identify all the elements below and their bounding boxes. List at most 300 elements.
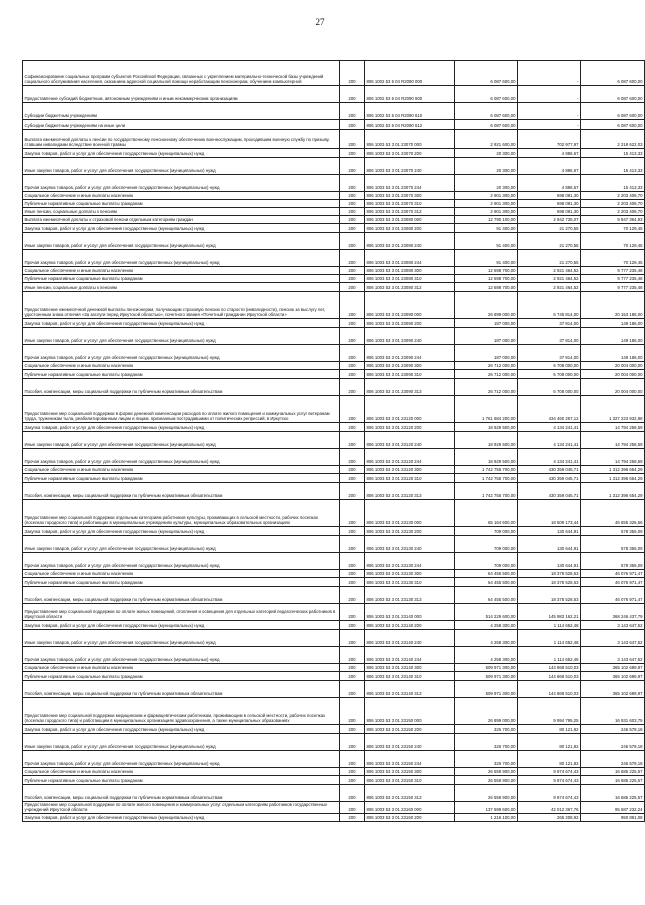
row-executed-amount: 702 977,97: [518, 130, 581, 149]
row-line-code: 200: [340, 621, 365, 630]
row-description: Закупка товаров, работ и услуг для обеспечения государственных (муниципальных) нужд: [23, 319, 340, 328]
table-row: [23, 362, 645, 370]
row-description: Закупка товаров, работ и услуг для обеспечения государственных (муниципальных) нужд: [23, 527, 340, 536]
row-budget-classification-code: 806 1003 53 3 01 23130 313: [365, 587, 455, 604]
row-budget-classification-code: 806 1003 53 3 01 23120 310: [365, 474, 455, 483]
row-description: Публичные нормативные социальные выплаты гражданам: [23, 370, 340, 379]
row-unexecuted-amount: 3 143 647,52: [581, 647, 645, 664]
row-approved-amount: 12 698 700,00: [455, 275, 518, 283]
row-approved-amount: 4 258 300,00: [455, 647, 518, 664]
row-executed-amount: 6 708 000,00: [518, 362, 581, 370]
row-unexecuted-amount: 2 203 408,70: [581, 200, 645, 208]
row-description: Иные закупки товаров, работ и услуг для обеспечения государственных (муниципальных) нужд: [23, 328, 340, 345]
row-approved-amount: 187 000,00: [455, 345, 518, 362]
row-unexecuted-amount: 20 004 000,00: [581, 379, 645, 396]
row-approved-amount: 509 971 300,00: [455, 681, 518, 698]
row-approved-amount: 18 929 500,00: [455, 423, 518, 432]
row-budget-classification-code: 806 1003 53 3 01 23130 240: [365, 536, 455, 553]
row-line-code: 200: [340, 233, 365, 250]
row-description: Прочая закупка товаров, работ и услуг для обеспечения государственных (муниципальных) нужд: [23, 345, 340, 362]
table-row: [23, 192, 645, 200]
row-unexecuted-amount: 20 004 000,00: [581, 362, 645, 370]
row-description: Пособия, компенсации, меры социальной поддержки по публичным нормативным обязательствам: [23, 379, 340, 396]
row-description: Предоставление мер социальной поддержки в форме денежной компенсации расходов по оплате жилого помещения и коммунальных услуг ветеранам труда, труженикам тыла, реабилитированным лицам и лицам, признанным пострадавшими от политических репрессий, в Иркутско: [23, 396, 340, 423]
row-description: Субсидии бюджетным учреждениям: [23, 103, 340, 120]
row-executed-amount: 9 874 674,43: [518, 785, 581, 802]
row-description: Закупка товаров, работ и услуг для обеспечения государственных (муниципальных) нужд: [23, 814, 340, 822]
table-row: [23, 158, 645, 175]
row-unexecuted-amount: 3 143 647,52: [581, 630, 645, 647]
row-unexecuted-amount: 9 777 235,48: [581, 275, 645, 283]
row-description: Социальное обеспечение и иные выплаты населению: [23, 768, 340, 776]
row-unexecuted-amount: 365 102 689,97: [581, 664, 645, 672]
row-executed-amount: 42 012 367,76: [518, 802, 581, 814]
row-executed-amount: 21 270,55: [518, 224, 581, 233]
row-executed-amount: 9 874 674,43: [518, 776, 581, 785]
table-row: [23, 370, 645, 379]
row-line-code: 200: [340, 370, 365, 379]
row-budget-classification-code: 806 1003 53 3 01 23130 310: [365, 578, 455, 587]
row-line-code: 200: [340, 192, 365, 200]
row-unexecuted-amount: 3 143 647,52: [581, 621, 645, 630]
row-approved-amount: 64 455 500,00: [455, 587, 518, 604]
row-executed-amount: 4 886,67: [518, 149, 581, 158]
row-line-code: 200: [340, 86, 365, 103]
row-line-code: 200: [340, 802, 365, 814]
row-approved-amount: 26 559 900,00: [455, 785, 518, 802]
row-unexecuted-amount: 46 655 326,56: [581, 500, 645, 527]
row-line-code: 200: [340, 120, 365, 130]
row-executed-amount: 4 134 241,41: [518, 449, 581, 466]
table-row: [23, 250, 645, 267]
row-approved-amount: 4 258 300,00: [455, 630, 518, 647]
table-row: [23, 553, 645, 570]
row-unexecuted-amount: 70 129,45: [581, 233, 645, 250]
table-row: [23, 423, 645, 432]
row-approved-amount: 91 400,00: [455, 233, 518, 250]
row-description: Прочая закупка товаров, работ и услуг для обеспечения государственных (муниципальных) нужд: [23, 553, 340, 570]
row-executed-amount: 6 708 000,00: [518, 379, 581, 396]
row-unexecuted-amount: 578 355,09: [581, 527, 645, 536]
row-line-code: 200: [340, 423, 365, 432]
row-executed-amount: 144 868 510,03: [518, 664, 581, 672]
row-executed-amount: 1 114 652,48: [518, 621, 581, 630]
row-approved-amount: 26 712 000,00: [455, 379, 518, 396]
row-unexecuted-amount: 6 087 600,00: [581, 86, 645, 103]
row-approved-amount: 709 000,00: [455, 536, 518, 553]
row-approved-amount: 326 700,00: [455, 725, 518, 734]
row-description: Публичные нормативные социальные выплаты гражданам: [23, 672, 340, 681]
row-description: Иные пенсии, социальные доплаты к пенсиям: [23, 283, 340, 292]
row-executed-amount: 6 708 000,00: [518, 370, 581, 379]
row-line-code: 200: [340, 328, 365, 345]
row-executed-amount: 698 091,30: [518, 200, 581, 208]
row-description: Закупка товаров, работ и услуг для обеспечения государственных (муниципальных) нужд: [23, 725, 340, 734]
row-executed-amount: 4 134 241,41: [518, 423, 581, 432]
row-line-code: 200: [340, 483, 365, 500]
table-row: [23, 785, 645, 802]
row-executed-amount: 6 745 814,00: [518, 292, 581, 319]
row-executed-amount: 1 114 652,48: [518, 647, 581, 664]
table-row: [23, 208, 645, 216]
table-row: [23, 319, 645, 328]
row-approved-amount: 64 455 500,00: [455, 578, 518, 587]
row-executed-amount: 130 644,91: [518, 553, 581, 570]
row-budget-classification-code: 806 1003 53 3 01 23130 244: [365, 553, 455, 570]
row-unexecuted-amount: 2 218 622,03: [581, 130, 645, 149]
row-budget-classification-code: 806 1003 53 3 01 23070 312: [365, 208, 455, 216]
row-description: Иные закупки товаров, работ и услуг для обеспечения государственных (муниципальных) нужд: [23, 432, 340, 449]
row-line-code: 200: [340, 216, 365, 224]
row-line-code: 200: [340, 672, 365, 681]
row-approved-amount: 91 400,00: [455, 250, 518, 267]
table-row: [23, 275, 645, 283]
row-line-code: 200: [340, 250, 365, 267]
row-approved-amount: 65 164 500,00: [455, 500, 518, 527]
row-description: Выплата ежемесячной доплаты к страховой пенсии отдельным категориям граждан: [23, 216, 340, 224]
row-approved-amount: 26 899 000,00: [455, 292, 518, 319]
row-description: Субсидии бюджетным учреждениям на иные цели: [23, 120, 340, 130]
row-budget-classification-code: 806 1003 53 3 01 23070 310: [365, 200, 455, 208]
page-number: 27: [315, 17, 325, 27]
row-budget-classification-code: 806 1003 53 3 01 23150 300: [365, 768, 455, 776]
row-budget-classification-code: 806 1003 53 3 01 23150 313: [365, 785, 455, 802]
row-line-code: 200: [340, 734, 365, 751]
row-executed-amount: 434 460 267,12: [518, 396, 581, 423]
row-budget-classification-code: 806 1003 53 3 01 23130 200: [365, 527, 455, 536]
row-budget-classification-code: 806 1003 53 3 01 23150 310: [365, 776, 455, 785]
row-executed-amount: 21 270,55: [518, 250, 581, 267]
row-unexecuted-amount: 15 413,33: [581, 175, 645, 192]
row-description: Публичные нормативные социальные выплаты гражданам: [23, 275, 340, 283]
row-line-code: 200: [340, 208, 365, 216]
table-row: [23, 698, 645, 725]
row-line-code: 200: [340, 570, 365, 578]
row-approved-amount: 12 790 100,00: [455, 216, 518, 224]
row-budget-classification-code: 806 1002 53 6 04 R2090 612: [365, 120, 455, 130]
row-description: Социальное обеспечение и иные выплаты населению: [23, 570, 340, 578]
row-budget-classification-code: 806 1003 53 3 01 23140 313: [365, 681, 455, 698]
row-approved-amount: 26 712 000,00: [455, 362, 518, 370]
table-row: [23, 483, 645, 500]
row-executed-amount: 144 868 510,03: [518, 681, 581, 698]
row-line-code: 200: [340, 283, 365, 292]
row-line-code: 200: [340, 664, 365, 672]
table-row: [23, 630, 645, 647]
row-budget-classification-code: 806 1002 53 6 04 R2090 000: [365, 61, 455, 86]
row-approved-amount: 509 971 300,00: [455, 672, 518, 681]
row-budget-classification-code: 806 1003 53 3 01 23160 000: [365, 802, 455, 814]
row-approved-amount: 709 000,00: [455, 553, 518, 570]
row-description: Иные закупки товаров, работ и услуг для обеспечения государственных (муниципальных) нужд: [23, 630, 340, 647]
row-unexecuted-amount: 14 794 258,59: [581, 423, 645, 432]
row-executed-amount: 80 121,82: [518, 725, 581, 734]
table-row: [23, 379, 645, 396]
table-row: [23, 500, 645, 527]
row-approved-amount: 326 700,00: [455, 751, 518, 768]
row-budget-classification-code: 806 1003 53 3 01 23090 240: [365, 328, 455, 345]
row-executed-amount: -: [518, 120, 581, 130]
row-description: Социальное обеспечение и иные выплаты населению: [23, 466, 340, 474]
row-line-code: 200: [340, 149, 365, 158]
row-line-code: 200: [340, 751, 365, 768]
row-description: Социальное обеспечение и иные выплаты населению: [23, 362, 340, 370]
row-budget-classification-code: 806 1003 53 3 01 23160 200: [365, 814, 455, 822]
row-description: Пособия, компенсации, меры социальной поддержки по публичным нормативным обязательствам: [23, 785, 340, 802]
row-approved-amount: 2 901 300,00: [455, 200, 518, 208]
row-budget-classification-code: 806 1002 53 6 04 R2090 610: [365, 103, 455, 120]
table-row: [23, 103, 645, 120]
row-budget-classification-code: 806 1003 53 3 01 23150 240: [365, 734, 455, 751]
row-budget-classification-code: 806 1003 53 3 01 23140 310: [365, 672, 455, 681]
row-line-code: 200: [340, 224, 365, 233]
row-description: Иные закупки товаров, работ и услуг для обеспечения государственных (муниципальных) нужд: [23, 158, 340, 175]
row-approved-amount: 18 929 500,00: [455, 432, 518, 449]
row-unexecuted-amount: 149 186,00: [581, 345, 645, 362]
row-line-code: 200: [340, 379, 365, 396]
row-executed-amount: 430 359 045,71: [518, 474, 581, 483]
row-unexecuted-amount: 578 355,09: [581, 536, 645, 553]
row-unexecuted-amount: 365 102 689,97: [581, 681, 645, 698]
row-budget-classification-code: 806 1003 53 3 01 23120 313: [365, 483, 455, 500]
table-row: [23, 120, 645, 130]
row-line-code: 200: [340, 396, 365, 423]
table-row: [23, 536, 645, 553]
row-unexecuted-amount: 950 891,08: [581, 814, 645, 822]
row-executed-amount: 80 121,82: [518, 751, 581, 768]
row-description: Социальное обеспечение и иные выплаты населению: [23, 192, 340, 200]
table-row: [23, 396, 645, 423]
row-unexecuted-amount: 9 777 235,48: [581, 267, 645, 275]
row-description: Публичные нормативные социальные выплаты гражданам: [23, 776, 340, 785]
row-line-code: 200: [340, 776, 365, 785]
row-executed-amount: 130 644,91: [518, 527, 581, 536]
row-approved-amount: 1 742 755 700,00: [455, 483, 518, 500]
row-line-code: 200: [340, 130, 365, 149]
row-description: Прочая закупка товаров, работ и услуг для обеспечения государственных (муниципальных) нужд: [23, 175, 340, 192]
row-description: Иные пенсии, социальные доплаты к пенсиям: [23, 208, 340, 216]
row-executed-amount: 18 378 528,53: [518, 587, 581, 604]
row-line-code: 200: [340, 362, 365, 370]
row-description: Закупка товаров, работ и услуг для обеспечения государственных (муниципальных) нужд: [23, 224, 340, 233]
row-line-code: 200: [340, 319, 365, 328]
row-line-code: 200: [340, 200, 365, 208]
row-description: Предоставление мер социальной поддержки отдельным категориям работников культуры, проживающих в сельской местности, рабочих поселках (поселках городского типа) и работающих в муниципальных учреждениях культуры, муниципальных образовательных организациях: [23, 500, 340, 527]
row-approved-amount: 4 258 300,00: [455, 621, 518, 630]
table-row: [23, 814, 645, 822]
table-row: [23, 578, 645, 587]
row-unexecuted-amount: 16 685 225,57: [581, 776, 645, 785]
row-budget-classification-code: 806 1003 53 3 01 23150 000: [365, 698, 455, 725]
row-unexecuted-amount: 46 076 971,47: [581, 578, 645, 587]
row-executed-amount: 9 994 795,25: [518, 698, 581, 725]
table-row: [23, 432, 645, 449]
row-budget-classification-code: 806 1003 53 3 01 23090 313: [365, 379, 455, 396]
row-budget-classification-code: 806 1003 53 3 01 23120 244: [365, 449, 455, 466]
row-executed-amount: 37 814,00: [518, 319, 581, 328]
row-budget-classification-code: 806 1003 53 3 01 23130 000: [365, 500, 455, 527]
row-budget-classification-code: 806 1003 53 3 01 23150 244: [365, 751, 455, 768]
row-approved-amount: 12 698 700,00: [455, 283, 518, 292]
table-row: [23, 751, 645, 768]
row-approved-amount: 1 216 100,00: [455, 814, 518, 822]
table-row: [23, 776, 645, 785]
table-row: [23, 283, 645, 292]
row-approved-amount: 91 400,00: [455, 224, 518, 233]
row-approved-amount: 6 087 600,00: [455, 61, 518, 86]
row-approved-amount: 1 742 755 700,00: [455, 474, 518, 483]
table-row: [23, 224, 645, 233]
row-unexecuted-amount: 16 685 225,57: [581, 785, 645, 802]
row-budget-classification-code: 806 1003 53 3 01 23150 200: [365, 725, 455, 734]
table-row: [23, 233, 645, 250]
row-unexecuted-amount: 1 312 396 654,29: [581, 483, 645, 500]
row-approved-amount: 64 455 500,00: [455, 570, 518, 578]
row-executed-amount: 2 921 464,52: [518, 283, 581, 292]
row-line-code: 200: [340, 292, 365, 319]
row-line-code: 200: [340, 61, 365, 86]
row-unexecuted-amount: 16 685 225,57: [581, 768, 645, 776]
row-executed-amount: 37 814,00: [518, 328, 581, 345]
row-unexecuted-amount: 149 186,00: [581, 319, 645, 328]
row-line-code: 200: [340, 785, 365, 802]
row-budget-classification-code: 806 1003 53 3 01 23120 000: [365, 396, 455, 423]
row-line-code: 200: [340, 553, 365, 570]
row-unexecuted-amount: 15 413,33: [581, 149, 645, 158]
budget-execution-table: [22, 60, 645, 822]
row-line-code: 200: [340, 698, 365, 725]
row-budget-classification-code: 806 1003 53 3 01 23070 200: [365, 149, 455, 158]
row-unexecuted-amount: 15 413,33: [581, 158, 645, 175]
row-executed-amount: 698 091,30: [518, 192, 581, 200]
table-row: [23, 449, 645, 466]
row-approved-amount: 26 559 900,00: [455, 776, 518, 785]
row-unexecuted-amount: 16 931 603,75: [581, 698, 645, 725]
row-approved-amount: 326 700,00: [455, 734, 518, 751]
row-budget-classification-code: 806 1003 53 3 01 23080 300: [365, 267, 455, 275]
row-budget-classification-code: 806 1003 53 3 01 23090 200: [365, 319, 455, 328]
row-executed-amount: 265 208,92: [518, 814, 581, 822]
row-approved-amount: 6 087 600,00: [455, 86, 518, 103]
row-line-code: 200: [340, 681, 365, 698]
row-approved-amount: 709 000,00: [455, 527, 518, 536]
table-row: [23, 681, 645, 698]
row-description: Иные закупки товаров, работ и услуг для обеспечения государственных (муниципальных) нужд: [23, 536, 340, 553]
table-row: [23, 664, 645, 672]
row-unexecuted-amount: 1 312 396 654,29: [581, 466, 645, 474]
row-budget-classification-code: 806 1003 53 3 01 23090 000: [365, 292, 455, 319]
row-description: Предоставление ежемесячной денежной выплаты пенсионерам, получающим страховую пенсию по старости (инвалидности), пенсию за выслугу лет, удостоенным знака отличия «За заслуги перед Иркутской областью», почетного звания «Почетный гражданин Иркутской области»: [23, 292, 340, 319]
row-description: Выплата ежемесячной доплаты к пенсии по государственному пенсионному обеспечению военнослужащим, проходившим военную службу по призыву, ставшим инвалидами вследствие военной травмы: [23, 130, 340, 149]
row-unexecuted-amount: 70 129,45: [581, 250, 645, 267]
row-unexecuted-amount: 20 153 186,00: [581, 292, 645, 319]
row-executed-amount: 2 921 464,52: [518, 267, 581, 275]
row-unexecuted-amount: 46 076 971,47: [581, 570, 645, 578]
row-executed-amount: 430 359 045,71: [518, 466, 581, 474]
table-row: [23, 725, 645, 734]
row-description: Публичные нормативные социальные выплаты гражданам: [23, 474, 340, 483]
row-unexecuted-amount: 2 203 408,70: [581, 192, 645, 200]
row-approved-amount: 6 087 600,00: [455, 120, 518, 130]
row-approved-amount: 137 699 600,00: [455, 802, 518, 814]
row-budget-classification-code: 806 1003 53 3 01 23070 244: [365, 175, 455, 192]
row-executed-amount: 18 378 528,53: [518, 578, 581, 587]
row-unexecuted-amount: 14 794 258,59: [581, 449, 645, 466]
table-row: [23, 175, 645, 192]
row-line-code: 200: [340, 345, 365, 362]
row-description: Закупка товаров, работ и услуг для обеспечения государственных (муниципальных) нужд: [23, 621, 340, 630]
table-row: [23, 466, 645, 474]
table-row: [23, 345, 645, 362]
row-approved-amount: 20 300,00: [455, 158, 518, 175]
row-executed-amount: -: [518, 103, 581, 120]
row-executed-amount: 698 091,30: [518, 208, 581, 216]
row-executed-amount: 37 814,00: [518, 345, 581, 362]
row-executed-amount: 80 121,82: [518, 734, 581, 751]
row-executed-amount: 2 942 735,07: [518, 216, 581, 224]
row-approved-amount: 2 921 600,00: [455, 130, 518, 149]
row-budget-classification-code: 806 1003 53 3 01 23080 244: [365, 250, 455, 267]
row-budget-classification-code: 806 1003 53 3 01 23120 240: [365, 432, 455, 449]
row-line-code: 200: [340, 578, 365, 587]
row-executed-amount: 4 886,67: [518, 158, 581, 175]
row-approved-amount: 2 901 300,00: [455, 208, 518, 216]
table-row: [23, 292, 645, 319]
row-description: Прочая закупка товаров, работ и услуг для обеспечения государственных (муниципальных) нужд: [23, 449, 340, 466]
row-line-code: 200: [340, 527, 365, 536]
row-line-code: 200: [340, 267, 365, 275]
row-unexecuted-amount: 6 087 600,00: [581, 103, 645, 120]
row-description: Софинансирование социальных программ субъектов Российской Федерации, связанных с укреплением материально-технической базы учреждений социального обслуживания населения, оказанием адресной социальной помощи неработающим пенсионерам, обучением компьютерной: [23, 61, 340, 86]
row-budget-classification-code: 806 1003 53 3 01 23070 300: [365, 192, 455, 200]
table-row: [23, 149, 645, 158]
row-line-code: 200: [340, 175, 365, 192]
row-line-code: 200: [340, 725, 365, 734]
row-line-code: 200: [340, 814, 365, 822]
row-line-code: 200: [340, 432, 365, 449]
row-budget-classification-code: 806 1003 53 3 01 23080 000: [365, 216, 455, 224]
row-description: Пособия, компенсации, меры социальной поддержки по публичным нормативным обязательствам: [23, 587, 340, 604]
table-row: [23, 647, 645, 664]
row-budget-classification-code: 806 1003 53 3 01 23090 244: [365, 345, 455, 362]
row-line-code: 200: [340, 536, 365, 553]
row-unexecuted-amount: 46 076 971,47: [581, 587, 645, 604]
row-unexecuted-amount: 9 777 235,48: [581, 283, 645, 292]
row-executed-amount: 9 874 674,43: [518, 768, 581, 776]
row-unexecuted-amount: 246 578,18: [581, 751, 645, 768]
table-row: [23, 328, 645, 345]
row-description: Социальное обеспечение и иные выплаты населению: [23, 664, 340, 672]
row-approved-amount: 514 229 600,00: [455, 604, 518, 621]
row-executed-amount: -: [518, 61, 581, 86]
table-row: [23, 768, 645, 776]
table-row: [23, 216, 645, 224]
row-unexecuted-amount: 368 246 437,79: [581, 604, 645, 621]
row-line-code: 200: [340, 275, 365, 283]
row-executed-amount: 1 114 652,48: [518, 630, 581, 647]
row-description: Иные закупки товаров, работ и услуг для обеспечения государственных (муниципальных) нужд: [23, 233, 340, 250]
row-description: Предоставление субсидий бюджетным, автономным учреждениям и иным некоммерческим организациям: [23, 86, 340, 103]
table-row: [23, 570, 645, 578]
row-description: Публичные нормативные социальные выплаты гражданам: [23, 200, 340, 208]
table-row: [23, 474, 645, 483]
row-line-code: 200: [340, 587, 365, 604]
row-line-code: 200: [340, 449, 365, 466]
row-line-code: 200: [340, 768, 365, 776]
row-executed-amount: 21 270,55: [518, 233, 581, 250]
row-unexecuted-amount: 6 087 600,00: [581, 120, 645, 130]
row-budget-classification-code: 806 1003 53 3 01 23080 312: [365, 283, 455, 292]
